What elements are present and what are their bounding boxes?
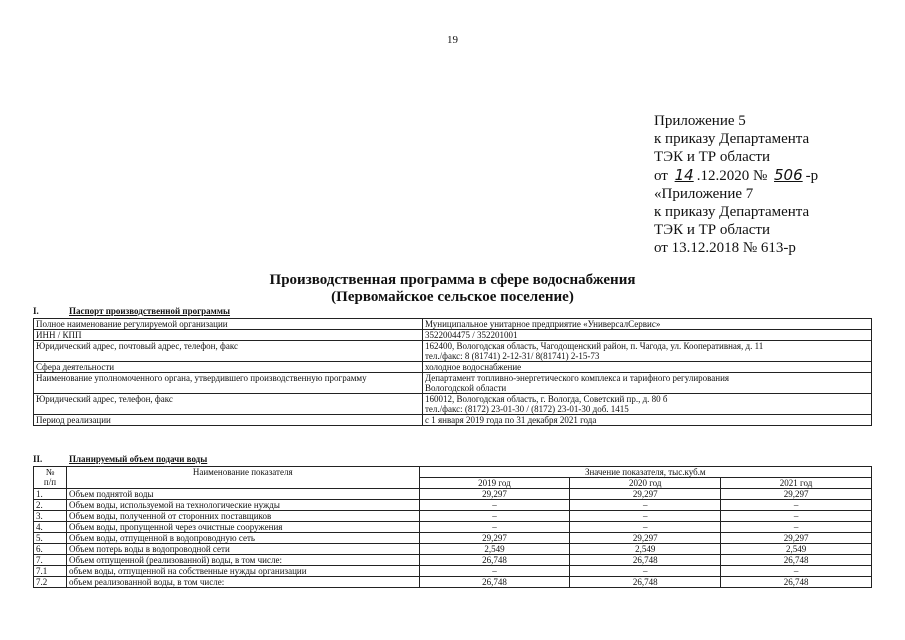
water-volume-table [33,466,872,588]
passport-value [423,362,872,373]
passport-label: Сфера деятельности [34,362,423,373]
passport-value-line: с 1 января 2019 года по 31 декабря 2021 года [425,415,597,425]
section-number: II. [33,454,43,464]
row-value: 26,748 [721,555,872,566]
date-middle: .12.2020 № [696,168,768,184]
row-indicator-name: объем реализованной воды, в том числе: [66,577,419,588]
row-value: 29,297 [419,533,570,544]
passport-row [34,373,872,394]
row-value: 26,748 [721,577,872,588]
row-value: 2,549 [570,544,721,555]
passport-value-line: Вологодской области [425,383,507,393]
row-number: 7.2 [34,577,67,588]
row-number: 5. [34,533,67,544]
row-number: 7. [34,555,67,566]
passport-row [34,415,872,426]
passport-label: Юридический адрес, почтовый адрес, телефон, факс [34,341,423,362]
volume-row [34,489,872,500]
row-value: 29,297 [570,533,721,544]
section-1-heading [33,306,230,316]
row-value: 26,748 [570,555,721,566]
passport-value [423,394,872,415]
passport-row [34,341,872,362]
row-value: – [570,566,721,577]
passport-value [423,319,872,330]
row-value: 2,549 [419,544,570,555]
passport-table [33,318,872,426]
row-number: 3. [34,511,67,522]
handwritten-order-number: 506 [774,166,803,184]
volume-row [34,566,872,577]
passport-value-line: 162400, Вологодская область, Чагодощенский район, п. Чагода, ул. Кооперативная, д. 11 [425,341,764,351]
passport-row [34,319,872,330]
row-value: – [419,511,570,522]
title-line-1: Производственная программа в сфере водоснабжения [269,272,636,288]
row-value: – [419,566,570,577]
appendix-block [654,112,818,257]
volume-row [34,522,872,533]
row-value: 26,748 [419,555,570,566]
row-indicator-name: Объем воды, полученной от сторонних поставщиков [66,511,419,522]
row-value: 29,297 [721,489,872,500]
appendix-line: «Приложение 7 [654,186,754,202]
volume-row [34,533,872,544]
row-indicator-name: Объем воды, используемой на технологические нужды [66,500,419,511]
passport-value-line: 3522004475 / 352201001 [425,330,518,340]
volume-row [34,500,872,511]
row-value: 29,297 [721,533,872,544]
appendix-line: ТЭК и ТР области [654,149,770,165]
appendix-line: к приказу Департамента [654,204,810,220]
section-2-heading [33,454,207,464]
header-year: 2019 год [419,478,570,489]
date-suffix: -р [805,168,819,184]
date-prefix: от [654,168,668,184]
passport-value [423,373,872,394]
passport-label: Наименование уполномоченного органа, утвердившего производственную программу [34,373,423,394]
volume-row [34,555,872,566]
row-indicator-name: Объем отпущенной (реализованной) воды, в том числе: [66,555,419,566]
row-value: – [721,566,872,577]
appendix-line: к приказу Департамента [654,131,810,147]
row-number: 6. [34,544,67,555]
passport-label: Период реализации [34,415,423,426]
header-num: № п/п [34,467,67,489]
passport-value-line: 160012, Вологодская область, г. Вологда, Советский пр., д. 80 б [425,394,668,404]
passport-value-line: Департамент топливно-энергетического комплекса и тарифного регулирования [425,373,730,383]
row-number: 4. [34,522,67,533]
row-number: 2. [34,500,67,511]
passport-row [34,362,872,373]
passport-label: Полное наименование регулируемой организации [34,319,423,330]
row-value: – [419,500,570,511]
passport-value-line: Муниципальное унитарное предприятие «УниверсалСервис» [425,319,661,329]
appendix-date-line [654,166,818,185]
row-indicator-name: объем воды, отпущенной на собственные нужды организации [66,566,419,577]
row-value: – [570,500,721,511]
passport-label: ИНН / КПП [34,330,423,341]
header-indicator-name: Наименование показателя [66,467,419,489]
row-value: – [721,500,872,511]
row-value: – [721,511,872,522]
volume-row [34,544,872,555]
volume-row [34,577,872,588]
row-value: – [419,522,570,533]
handwritten-day: 14 [674,166,694,184]
appendix-line: от 13.12.2018 № 613-р [654,240,796,256]
section-title: Планируемый объем подачи воды [69,454,208,464]
volume-row [34,511,872,522]
passport-label: Юридический адрес, телефон, факс [34,394,423,415]
section-number: I. [33,306,39,316]
row-value: 2,549 [721,544,872,555]
passport-value [423,415,872,426]
page-number: 19 [447,34,458,46]
row-value: 26,748 [419,577,570,588]
passport-row [34,394,872,415]
row-number: 1. [34,489,67,500]
passport-value [423,330,872,341]
passport-value-line: холодное водоснабжение [425,362,522,372]
header-year: 2021 год [721,478,872,489]
title-line-2: (Первомайское сельское поселение) [331,289,574,305]
row-value: 26,748 [570,577,721,588]
header-indicator-value: Значение показателя, тыс.куб.м [419,467,871,478]
row-number: 7.1 [34,566,67,577]
row-indicator-name: Объем потерь воды в водопроводной сети [66,544,419,555]
row-value: – [721,522,872,533]
appendix-line: ТЭК и ТР области [654,222,770,238]
row-indicator-name: Объем воды, пропущенной через очистные сооружения [66,522,419,533]
passport-row [34,330,872,341]
document-title [0,272,905,306]
row-indicator-name: Объем воды, отпущенной в водопроводную сеть [66,533,419,544]
appendix-line: Приложение 5 [654,113,746,129]
section-title: Паспорт производственной программы [69,306,230,316]
row-value: – [570,522,721,533]
passport-value [423,341,872,362]
row-value: – [570,511,721,522]
row-indicator-name: Объем поднятой воды [66,489,419,500]
row-value: 29,297 [419,489,570,500]
row-value: 29,297 [570,489,721,500]
passport-value-line: тел./факс: 8 (81741) 2-12-31/ 8(81741) 2-15-73 [425,351,600,361]
header-year: 2020 год [570,478,721,489]
passport-value-line: тел./факс: (8172) 23-01-30 / (8172) 23-01-30 доб. 1415 [425,404,629,414]
